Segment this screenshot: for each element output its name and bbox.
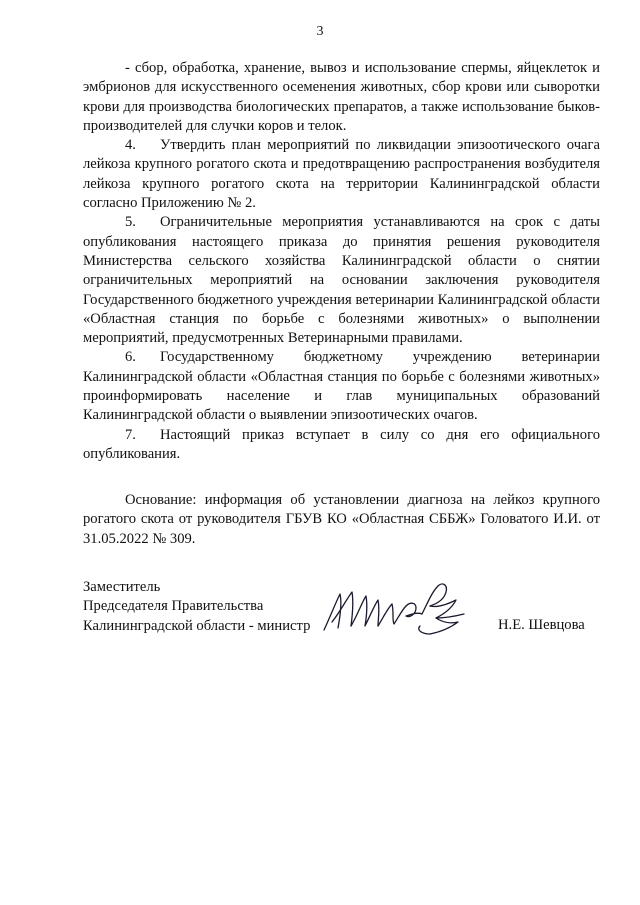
signatory-title-line: Председателя Правительства — [83, 598, 264, 615]
paragraph-item-7 — [83, 426, 600, 465]
paragraph-text: - сбор, обработка, хранение, вывоз и использование спермы, яйцеклеток и эмбрионов для искусственного осеменения животных, сбор крови или сыворотки крови для производства биологических препаратов, а также использование быков-производителей для случки коров и телок. — [83, 60, 600, 134]
paragraph-text: Настоящий приказ вступает в силу со дня его официального опубликования. — [83, 426, 600, 462]
signatory-title — [83, 578, 310, 636]
page-number: 3 — [316, 24, 324, 39]
paragraph-text: Государственному бюджетному учреждению ветеринарии Калининградской области «Областная станция по борьбе с болезнями животных» проинформировать население и глав муниципальных образований Калининградской области о выявлении эпизоотических очагов. — [83, 349, 600, 424]
paragraph-number: 4. — [125, 137, 136, 154]
paragraph-text: Утвердить план мероприятий по ликвидации эпизоотического очага лейкоза крупного рогатого скота и предотвращению распространения возбудителя лейкоза крупного рогатого скота на территории Калининградской области согласно Приложению № 2. — [83, 137, 600, 212]
signatory-name: Н.Е. Шевцова — [498, 617, 585, 633]
paragraph-number: 7. — [125, 426, 136, 443]
paragraph-number: 6. — [125, 349, 136, 366]
document-body — [83, 59, 600, 464]
paragraph-bullet — [83, 59, 600, 136]
paragraph-item-5 — [83, 213, 600, 348]
paragraph-item-4 — [83, 136, 600, 213]
paragraph-number: 5. — [125, 214, 136, 231]
paragraph-text: Ограничительные мероприятия устанавливаются на срок с даты опубликования настоящего приказа до принятия решения руководителя Министерства сельского хозяйства Калининградской области о снятии ограничительных мероприятий на основании заключения руководителя Государственного бюджетного учреждения ветеринарии Калининградской области «Областная станция по борьбе с болезнями животных» о выполнении мероприятий, предусмотренных Ветеринарными правилами. — [83, 214, 600, 347]
paragraph-item-6 — [83, 348, 600, 425]
basis-paragraph: Основание: информация об установлении диагноза на лейкоз крупного рогатого скота от руководителя ГБУВ КО «Областная СББЖ» Головатого И.И. от 31.05.2022 № 309. — [83, 492, 600, 547]
signatory-title-line: Заместитель — [83, 579, 161, 595]
handwritten-signature — [318, 572, 478, 654]
signatory-title-line: Калининградской области - министр — [83, 617, 311, 634]
